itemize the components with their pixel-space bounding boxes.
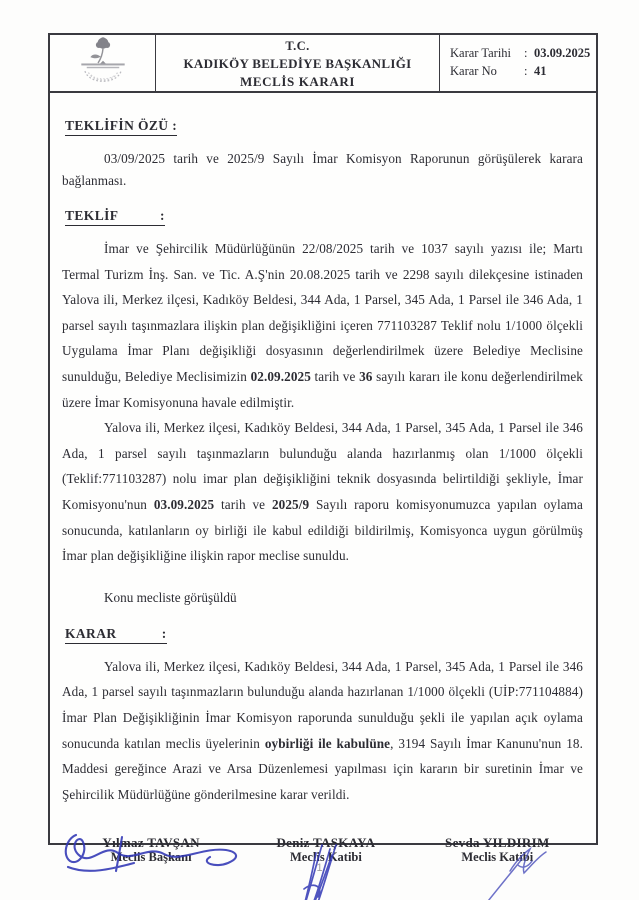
signer-name: Yılmaz TAVŞAN (102, 835, 200, 851)
signer-meclis-baskani (62, 831, 240, 900)
decision-no-row (450, 62, 590, 80)
konu-text: Konu mecliste görüşüldü (104, 589, 237, 605)
decision-date-row (450, 44, 590, 62)
organization-name: KADIKÖY BELEDİYE BAŞKANLIĞI (183, 56, 412, 71)
tc-label: T.C. (285, 39, 310, 53)
teklif-heading: TEKLİF : (65, 208, 165, 226)
decision-no-value: 41 (534, 64, 547, 78)
document-body (50, 93, 596, 900)
signer-meclis-katibi-1 (240, 831, 411, 900)
teklif-paragraph-2: Yalova ili, Merkez ilçesi, Kadıköy Beldesi, 344 Ada, 1 Parsel, 345 Ada, 1 Parsel ile 346 Ada, 1 parsel sayılı taşınmazların bulunduğu alanda hazırlanmış olan 1/1000 ölçekli (Teklif:771103287) nolu imar plan değişikliğini teknik dosyasında belirtildiği şekliyle, İmar Komisyonu'nun 03.09.2025 tarih ve 2025/9 Sayılı raporu komisyonumuzca yapılan oylama sonucunda, katılanların oy birliği ile kabul edildiği bildirilmiş, Komisyonca uygun görülmüş İmar plan değişikliğine ilişkin rapor meclise sunuldu. (62, 420, 583, 564)
municipality-emblem-icon (74, 35, 132, 91)
decision-date-label: Karar Tarihi (450, 46, 512, 60)
colon: : (524, 64, 528, 78)
decision-no-label: Karar No (450, 64, 497, 78)
signer-meclis-katibi-2 (412, 831, 583, 900)
page-number: 1 (316, 862, 323, 874)
signer-title: Meclis Başkanı (110, 850, 192, 865)
decision-date-value: 03.09.2025 (534, 46, 591, 60)
document-frame (48, 33, 598, 865)
logo-cell (50, 35, 156, 91)
ozu-text: 03/09/2025 tarih ve 2025/9 Sayılı İmar Komisyon Raporunun görüşülerek karara bağlanması. (62, 151, 583, 188)
teklif-paragraph-1: İmar ve Şehircilik Müdürlüğünün 22/08/2025 tarih ve 1037 sayılı yazısı ile; Martı Termal Turizm İnş. San. ve Tic. A.Ş'nin 20.08.2025 tarih ve 2298 sayılı dilekçesine istinaden Yalova ili, Merkez ilçesi, Kadıköy Beldesi, 344 Ada, 1 Parsel, 345 Ada, 1 Parsel ile 346 Ada, 1 parsel sayılı taşınmazlara ilişkin plan değişikliğini içeren 771103287 Teklif nolu 1/1000 ölçekli Uygulama İmar Planı değişikliği dosyasının değerlendirilmek üzere Belediye Meclisine sunulduğu, Belediye Meclisimizin 02.09.2025 tarih ve 36 sayılı kararı ile konu değerlendirilmek üzere İmar Komisyonuna havale edilmiştir. (62, 241, 583, 410)
document-type: MECLİS KARARI (239, 74, 356, 89)
title-cell (156, 35, 440, 91)
karar-heading: KARAR : (65, 626, 167, 644)
colon: : (524, 46, 528, 60)
signer-title: Meclis Katibi (461, 850, 534, 865)
ozu-heading: TEKLİFİN ÖZÜ : (65, 118, 177, 136)
document-header (50, 35, 596, 93)
signer-name: Deniz TAŞKAYA (276, 835, 376, 851)
karar-paragraph: Yalova ili, Merkez ilçesi, Kadıköy Beldesi, 344 Ada, 1 Parsel, 345 Ada, 1 Parsel ile 346 Ada, 1 parsel sayılı taşınmazların bulunduğu alanda hazırlanan 1/1000 ölçekli (UİP:771104884) İmar Plan Değişikliğinin İmar Komisyon raporunda sunulduğu şekli ile yapılan açık oylama sonucunda katılan meclis üyelerinin oybirliği ile kabulüne, 3194 Sayılı İmar Kanunu'nun 18. Maddesi gereğince Arazi ve Arsa Düzenlemesi yapılması için kararın bir suretinin İmar ve Şehircilik Müdürlüğüne gönderilmesine karar verildi. (62, 658, 583, 802)
decision-meta-cell (440, 35, 596, 91)
signer-title: Meclis Katibi (289, 850, 362, 865)
signer-name: Sevda YILDIRIM (445, 835, 550, 851)
